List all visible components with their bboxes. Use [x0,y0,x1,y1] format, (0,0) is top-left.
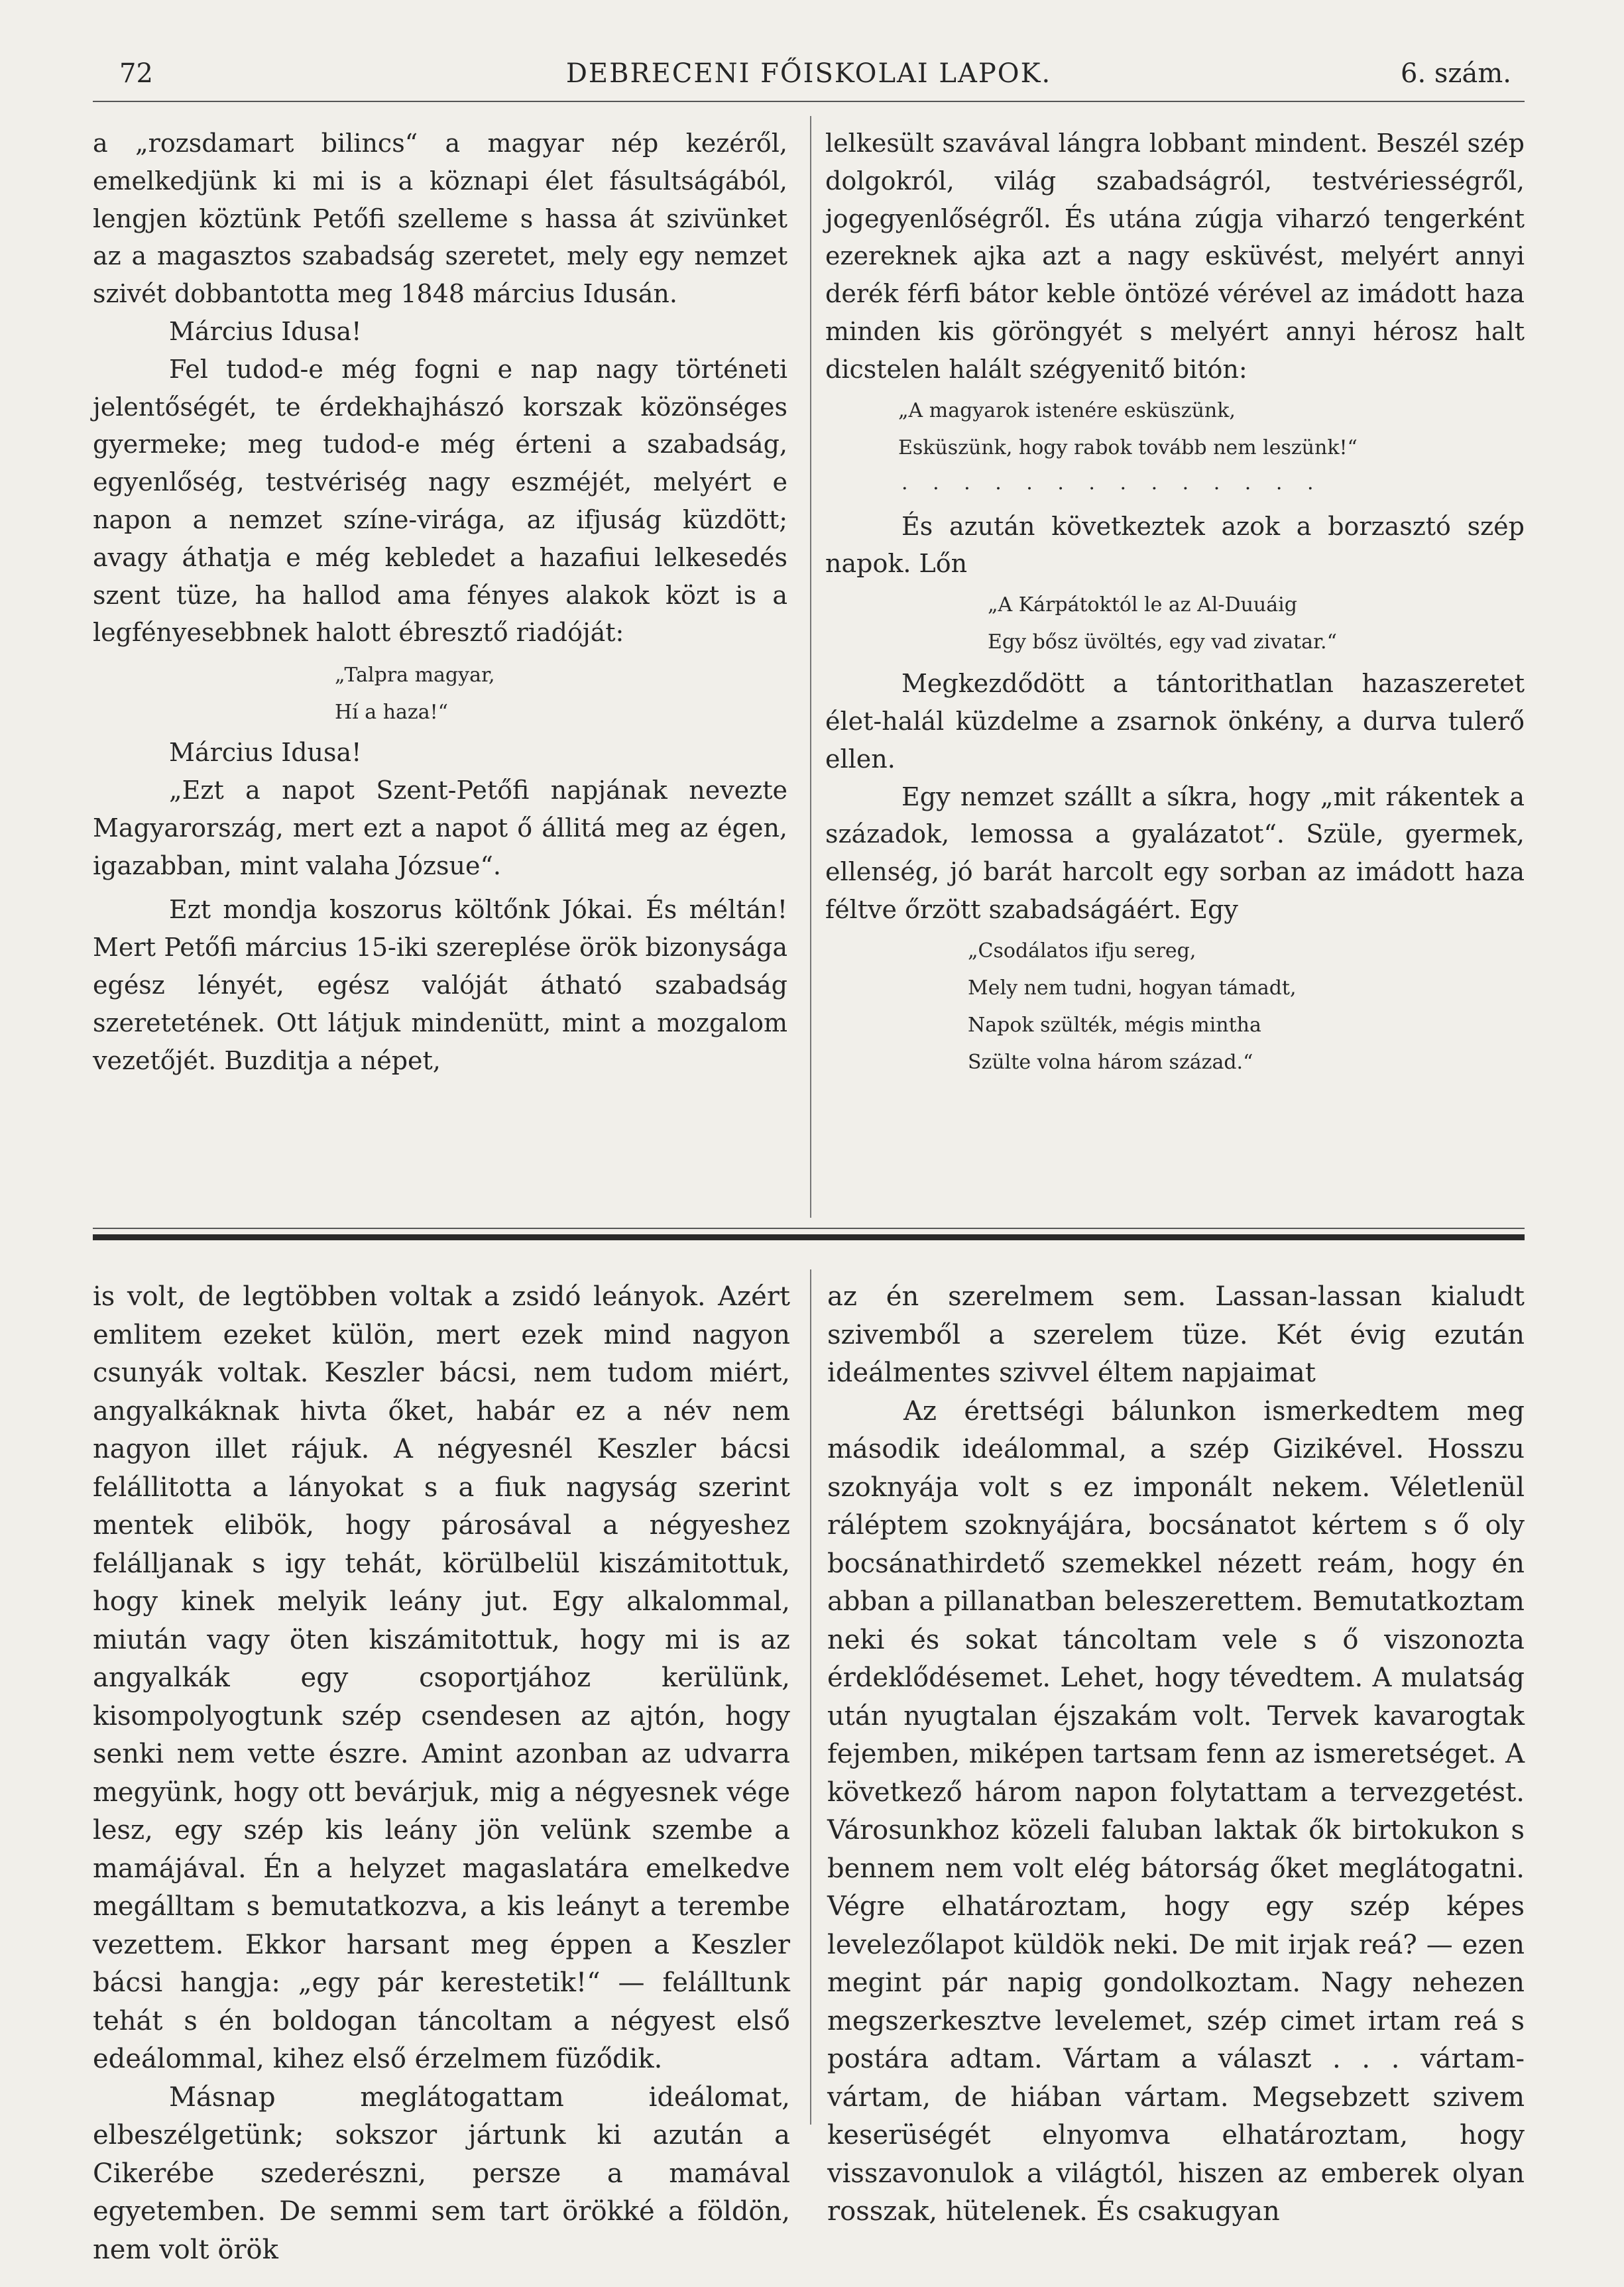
journal-title: DEBRECENI FŐISKOLAI LAPOK. [565,58,1052,89]
issue-number: 6. szám. [1401,58,1511,89]
paragraph: a „rozsdamart bilincs“ a magyar nép kezéről, emelkedjünk ki mi is a köznapi élet fásultságából, lengjen köztünk Petőfi szelleme s hassa át szivünket az a magasztos szabadság szeretet, mely egy nemzet szivét dobbantotta meg 1848 március Idusán. [93,129,787,309]
ellipsis-dots: . . . . . . . . . . . . . . [901,471,1323,495]
poem-line: „Talpra magyar, [335,664,495,687]
column-divider [810,116,811,1218]
paragraph: Az érettségi bálunkon ismerkedtem meg második ideálommal, a szép Gizikével. Hosszu szoknyája volt s ez imponált nekem. Véletlenül ráléptem szoknyájára, bocsánatot kértem s ő oly bocsánathirdető szemekkel nézett reám, hogy én abban a pillanatban beleszerettem. Bemutatkoztam neki és sokat táncoltam vele s ő viszonozta érdeklődésemet. Lehet, hogy tévedtem. A mulatság után nyugtalan éjszakám volt. Tervek kavarogtak fejemben, miképen tartsam fenn az ismeretséget. A következő három napon folytattam a tervezgetést. Városunkhoz közeli faluban laktak ők birtokukon s bennem nem volt elég bátorság őket meglátogatni. Végre elhatároztam, hogy egy szép képes levelezőlapot küldök neki. De mit irjak reá? — ezen megint pár napig gondolkoztam. Nagy nehezen megszerkesztve levelemet, szép cimet irtam reá s postára adtam. Vártam a választ . . . vártam-vártam, de hiában vártam. Megsebzett szivem keserüségét elnyomva elhatároztam, hogy visszavonulok a világtól, hiszen az emberek olyan rosszak, hütelenek. És csakugyan [827,1395,1525,2227]
poem-line: Egy bősz üvöltés, egy vad zivatar.“ [988,630,1337,654]
article-column-bottom-right [827,1278,1525,2231]
poem-line: Napok szülték, mégis mintha [968,1013,1261,1037]
poem-line: „A magyarok istenére esküszünk, [898,398,1236,422]
paragraph: Fel tudod-e még fogni e nap nagy történeti jelentőségét, te érdekhajhászó korszak közönséges gyermeke; meg tudod-e még érteni a szabadság, egyenlőség, testvériség nagy eszméjét, melyért e napon a nemzet színe-virága, az ifjuság küzdött; avagy áthatja e még kebledet a hazafiui lelkesedés szent tüze, ha hallod ama fényes alakok közt is a legfényesebbnek halott ébresztő riadóját: [93,354,787,648]
section-rule-thin [93,1228,1525,1229]
article-column-top-right [825,125,1525,1085]
paragraph: És azután következtek azok a borzasztó szép napok. Lőn [825,511,1525,579]
article-column-bottom-left [93,1278,790,2269]
paragraph: Ezt mondja koszorus költőnk Jókai. És méltán! Mert Petőfi március 15-iki szereplése örök bizonysága egész lényét, egész valóját átható szabadság szeretetének. Ott látjuk mindenütt, mint a mozgalom vezetőjét. Buzditja a népet, [93,895,787,1075]
poem-quote [825,587,1525,661]
poem-quote [93,657,787,731]
paragraph: Másnap meglátogattam ideálomat, elbeszélgetünk; sokszor jártunk ki azután a Cikerébe szederészni, persze a mamával egyetemben. De semmi sem tart örökké a földön, nem volt örök [93,2082,790,2265]
paragraph: Egy nemzet szállt a síkra, hogy „mit rákentek a századok, lemossa a gyalázatot“. Szüle, gyermek, ellenség, jó barát harcolt egy sorban az imádott haza féltve őrzött szabadságáért. Egy [825,782,1525,924]
paragraph: az én szerelmem sem. Lassan-lassan kialudt szivemből a szerelem tüze. Két évig ezután ideálmentes szivvel éltem napjaimat [827,1281,1525,1388]
article-column-top-left [93,125,787,1079]
paragraph: lelkesült szavával lángra lobbant mindent. Beszél szép dolgokról, világ szabadságról, testvériességről, jogegyenlőségről. És utána zúgja viharzó tengerként ezereknek ajka azt a nagy esküvést, melyért annyi derék férfi bátor keble öntözé vérével az imádott haza minden kis göröngyét s melyért annyi hérosz halt dicstelen halált szégyenitő bitón: [825,129,1525,384]
paragraph: Megkezdődött a tántorithatlan hazaszeretet élet-halál küzdelme a zsarnok önkény, a durva tulerő ellen. [825,669,1525,774]
column-divider [810,1269,811,2125]
poem-line: „Csodálatos ifju sereg, [968,939,1196,963]
paragraph: „Ezt a napot Szent-Petőfi napjának nevezte Magyarország, mert ezt a napot ő állitá meg az égen, igazabban, mint valaha Józsue“. [93,775,787,880]
page-number: 72 [119,58,153,89]
poem-quote [825,392,1525,467]
paragraph: Március Idusa! [169,316,362,346]
section-rule-thick [93,1234,1525,1240]
poem-line: Hí a haza!“ [335,701,449,725]
page-header [93,58,1525,98]
poem-line: „A Kárpátoktól le az Al-Duuáig [988,593,1297,617]
poem-quote [825,933,1525,1081]
poem-line: Esküszünk, hogy rabok tovább nem leszünk!“ [898,436,1358,459]
poem-line: Szülte volna három század.“ [968,1050,1253,1074]
poem-line: Mely nem tudni, hogyan támadt, [968,976,1297,1000]
paragraph: is volt, de legtöbben voltak a zsidó leányok. Azért emlitem ezeket külön, mert ezek mind nagyon csunyák voltak. Keszler bácsi, nem tudom miért, angyalkáknak hivta őket, habár ez a név nem nagyon illet rájuk. A négyesnél Keszler bácsi felállitotta a lányokat s a fiuk nagyság szerint mentek elibök, hogy párosával a négyeshez felálljanak s igy tehát, körülbelül kiszámitottuk, hogy kinek melyik leány jut. Egy alkalommal, miután vagy öten kiszámitottuk, hogy mi is az angyalkák egy csoportjához kerülünk, kisompolyogtunk szép csendesen az ajtón, hogy senki nem vette észre. Amint azonban az udvarra megyünk, hogy ott bevárjuk, mig a négyesnek vége lesz, egy szép kis leány jön velünk szembe a mamájával. Én a helyzet magaslatára emelkedve megálltam s bemutatkozva, a kis leányt a terembe vezettem. Ekkor harsant meg éppen a Keszler bácsi hangja: „egy pár kerestetik!“ — felálltunk tehát s én boldogan táncoltam a négyest első edeálommal, kihez első érzelmem füződik. [93,1281,790,2074]
header-rule [93,101,1525,102]
paragraph: Március Idusa! [169,738,362,768]
